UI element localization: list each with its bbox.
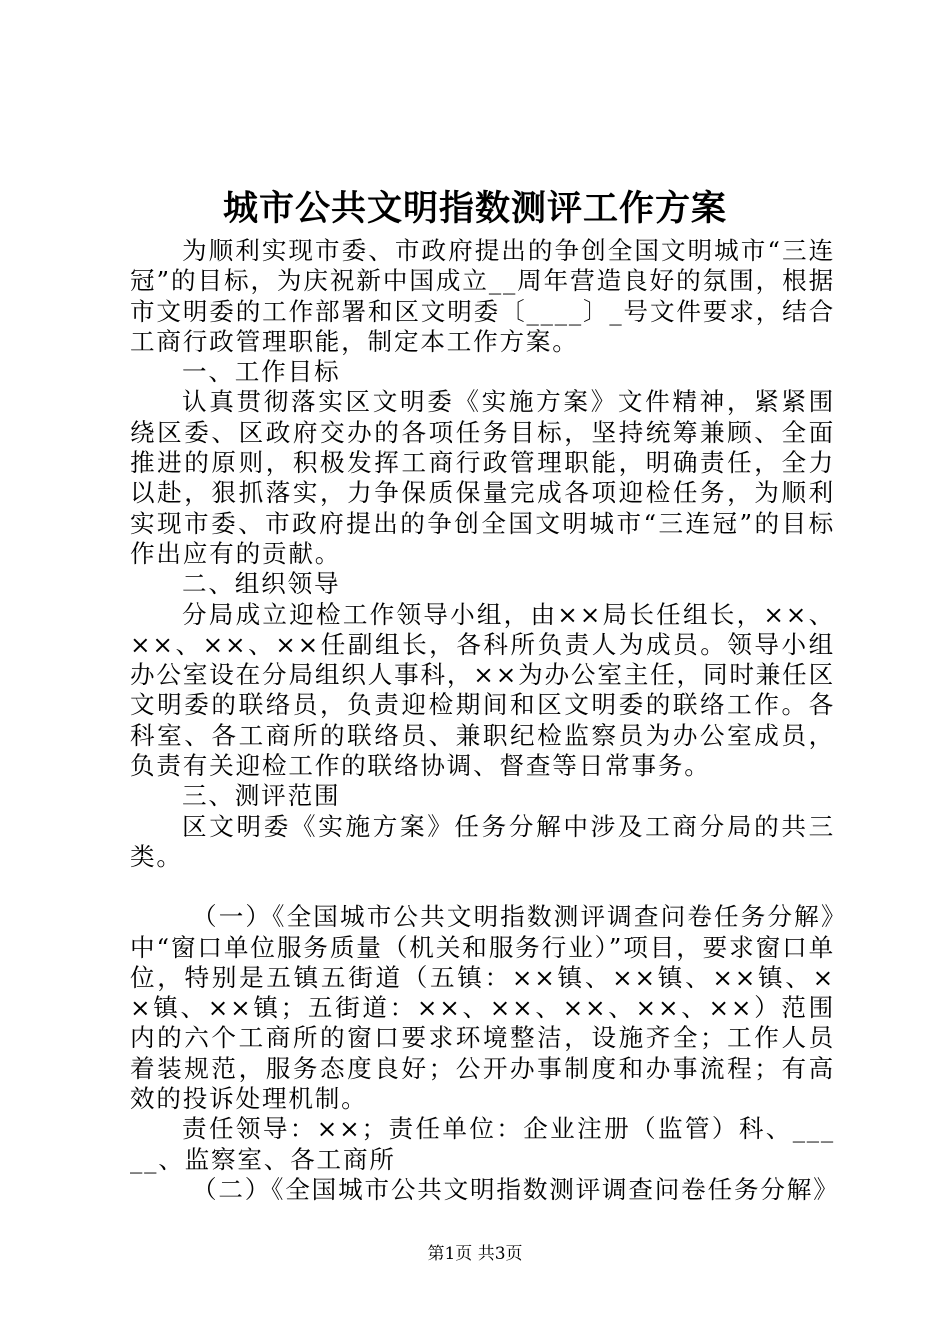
scope-paragraph: 区文明委《实施方案》任务分解中涉及工商分局的共三类。 (130, 811, 835, 871)
goals-paragraph: 认真贯彻落实区文明委《实施方案》文件精神，紧紧围绕区委、区政府交办的各项任务目标，坚持统筹兼顾、全面推进的原则，积极发挥工商行政管理职能，明确责任，全力以赴，狠抓落实，力争保质保量完成各项迎检任务，为顺利实现市委、市政府提出的争创全国文明城市“三连冠”的目标作出应有的贡献。 (130, 387, 835, 568)
document-body (130, 236, 840, 1205)
section-heading-scope: 三、测评范围 (182, 781, 341, 811)
item-one-paragraph: （一）《全国城市公共文明指数测评调查问卷任务分解》中“窗口单位服务质量（机关和服务行业）”项目，要求窗口单位，特别是五镇五街道（五镇：××镇、××镇、××镇、××镇、××镇；五街道：××、××、××、××、××）范围内的六个工商所的窗口要求环境整洁，设施齐全；工作人员着装规范，服务态度良好；公开办事制度和办事流程；有高效的投诉处理机制。 (130, 902, 835, 1114)
section-heading-goals: 一、工作目标 (182, 357, 341, 387)
item-two-paragraph: （二）《全国城市公共文明指数测评调查问卷任务分解》 (192, 1174, 840, 1204)
intro-paragraph: 为顺利实现市委、市政府提出的争创全国文明城市“三连冠”的目标，为庆祝新中国成立__周年营造良好的氛围，根据市文明委的工作部署和区文明委〔____〕_号文件要求，结合工商行政管理职能，制定本工作方案。 (130, 236, 835, 356)
page-footer: 第1页 共3页 (427, 1244, 523, 1264)
document-title: 城市公共文明指数测评工作方案 (222, 188, 727, 229)
organization-paragraph: 分局成立迎检工作领导小组，由××局长任组长，××、××、××、××任副组长，各科所负责人为成员。领导小组办公室设在分局组织人事科，××为办公室主任，同时兼任区文明委的联络员，负责迎检期间和区文明委的联络工作。各科室、各工商所的联络员、兼职纪检监察员为办公室成员，负责有关迎检工作的联络协调、督查等日常事务。 (130, 599, 835, 781)
section-heading-organization: 二、组织领导 (182, 569, 341, 599)
responsibility-paragraph: 责任领导：××；责任单位：企业注册（监管）科、_____、监察室、各工商所 (130, 1114, 835, 1174)
paragraph-gap (130, 872, 835, 902)
